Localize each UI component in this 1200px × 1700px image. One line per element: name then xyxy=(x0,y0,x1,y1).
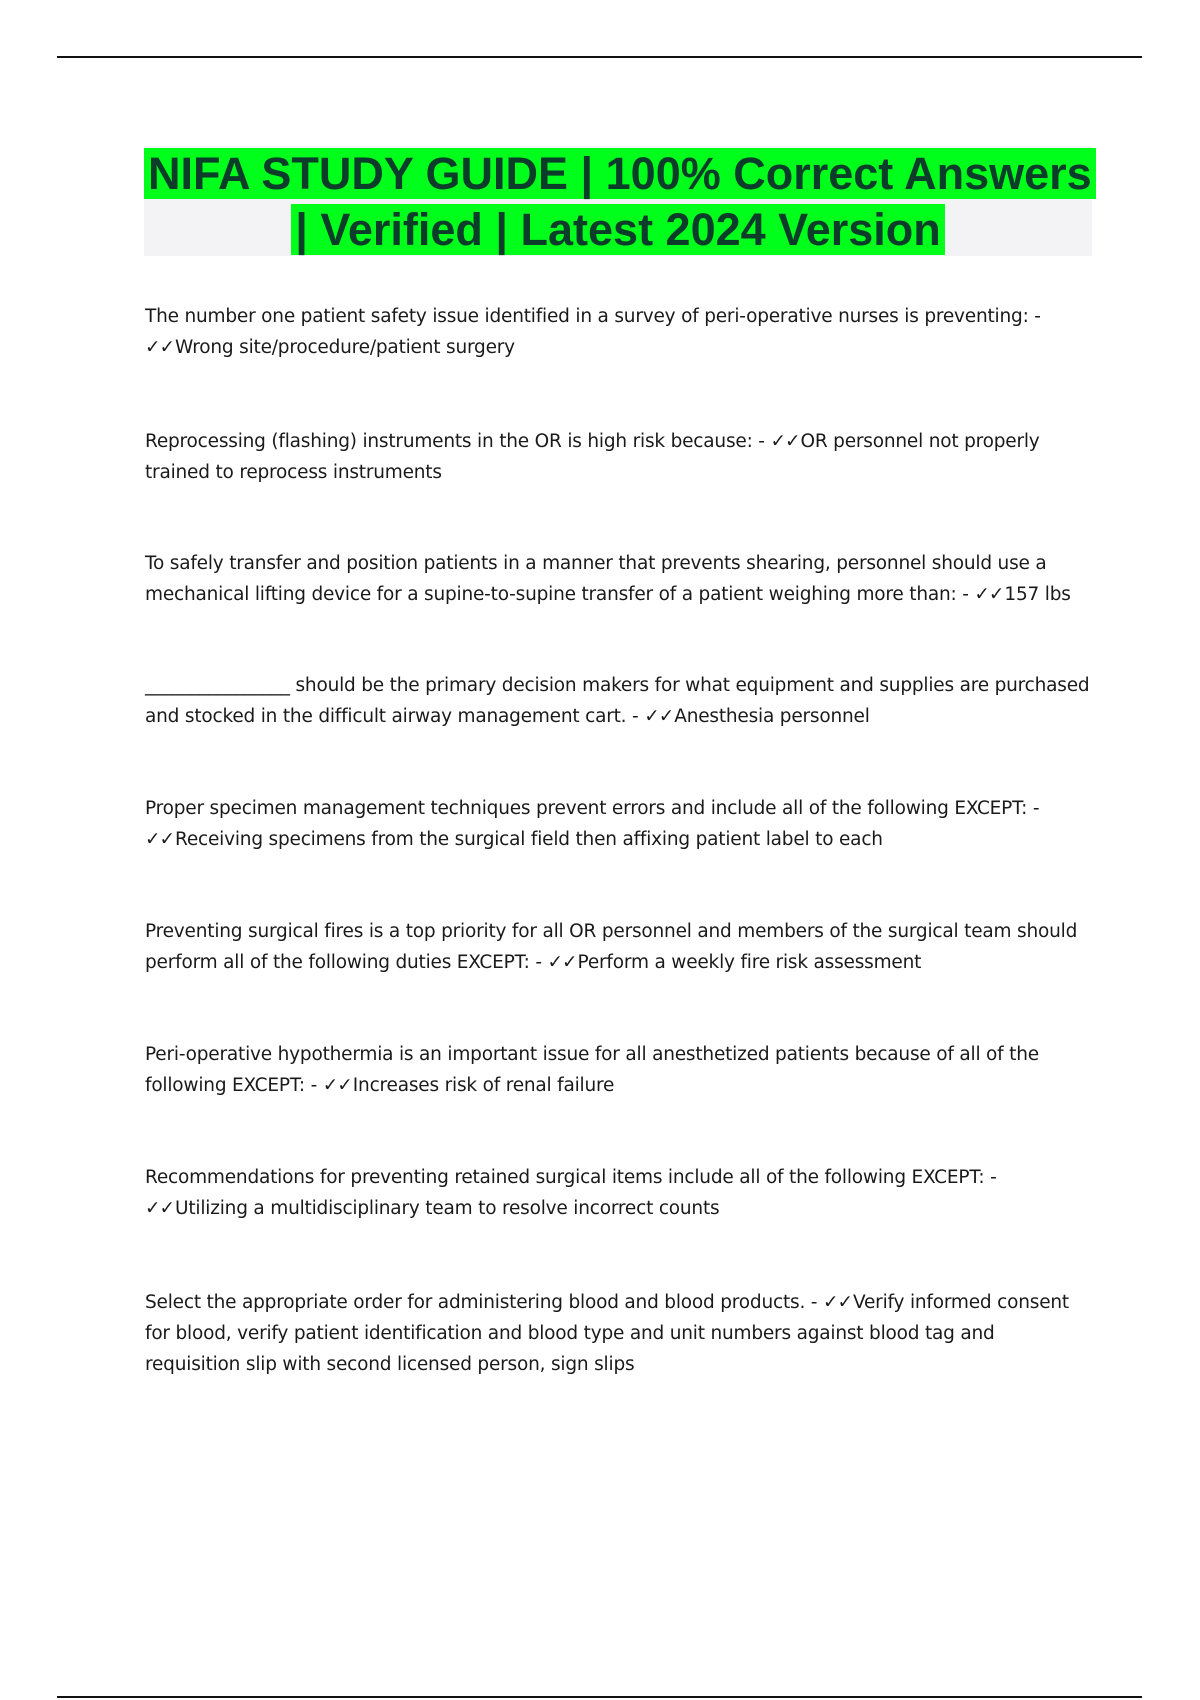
answer-text: Increases risk of renal failure xyxy=(352,1075,615,1096)
answer-text: Verify informed consent for blood, verify patient identification and blood type and unit numbers against blood tag and requisition slip with second licensed person, sign slips xyxy=(145,1292,1069,1375)
question-text: Peri-operative hypothermia is an important issue for all anesthetized patients because of all of the following EXCEPT: - xyxy=(145,1044,1039,1096)
check-icon: ✓✓ xyxy=(644,706,674,727)
question-text: The number one patient safety issue identified in a survey of peri-operative nurses is preventing: - xyxy=(145,306,1041,327)
answer-text: Anesthesia personnel xyxy=(674,706,870,727)
question-text: Reprocessing (flashing) instruments in the OR is high risk because: - xyxy=(145,431,771,452)
check-icon: ✓✓ xyxy=(974,584,1004,605)
qa-item-5 xyxy=(145,793,1095,855)
qa-item-7 xyxy=(145,1039,1095,1101)
top-rule xyxy=(57,56,1142,58)
question-text: Proper specimen management techniques prevent errors and include all of the following EXCEPT: - xyxy=(145,798,1040,819)
question-text: Recommendations for preventing retained surgical items include all of the following EXCEPT: - xyxy=(145,1167,997,1188)
bottom-rule xyxy=(57,1696,1142,1698)
question-text: ________________ should be the primary decision makers for what equipment and supplies are purchased and stocked in the difficult airway management cart. - xyxy=(145,675,1090,727)
answer-text: Perform a weekly fire risk assessment xyxy=(577,952,922,973)
question-text: To safely transfer and position patients in a manner that prevents shearing, personnel should use a mechanical lifting device for a supine-to-supine transfer of a patient weighing more than: - xyxy=(145,553,1047,605)
check-icon: ✓✓ xyxy=(145,337,175,358)
qa-item-4 xyxy=(145,670,1095,732)
check-icon: ✓✓ xyxy=(322,1075,352,1096)
title-highlight: NIFA STUDY GUIDE | 100% Correct Answers | Verified | Latest 2024 Version xyxy=(144,148,1096,255)
qa-item-6 xyxy=(145,916,1095,978)
qa-item-1 xyxy=(145,301,1095,363)
answer-text: Utilizing a multidisciplinary team to resolve incorrect counts xyxy=(175,1198,720,1219)
check-icon: ✓✓ xyxy=(145,829,175,850)
page-title xyxy=(144,146,1092,258)
qa-item-3 xyxy=(145,548,1095,610)
answer-text: 157 lbs xyxy=(1004,584,1071,605)
check-icon: ✓✓ xyxy=(547,952,577,973)
question-text: Preventing surgical fires is a top priority for all OR personnel and members of the surgical team should perform all of the following duties EXCEPT: - xyxy=(145,921,1078,973)
check-icon: ✓✓ xyxy=(770,431,800,452)
qa-item-8 xyxy=(145,1162,1095,1224)
qa-item-9 xyxy=(145,1287,1095,1380)
answer-text: Wrong site/procedure/patient surgery xyxy=(175,337,515,358)
check-icon: ✓✓ xyxy=(822,1292,852,1313)
qa-item-2 xyxy=(145,426,1095,488)
question-text: Select the appropriate order for administering blood and blood products. - xyxy=(145,1292,823,1313)
answer-text: OR personnel not properly trained to reprocess instruments xyxy=(145,431,1040,483)
answer-text: Receiving specimens from the surgical field then affixing patient label to each xyxy=(175,829,883,850)
check-icon: ✓✓ xyxy=(145,1198,175,1219)
